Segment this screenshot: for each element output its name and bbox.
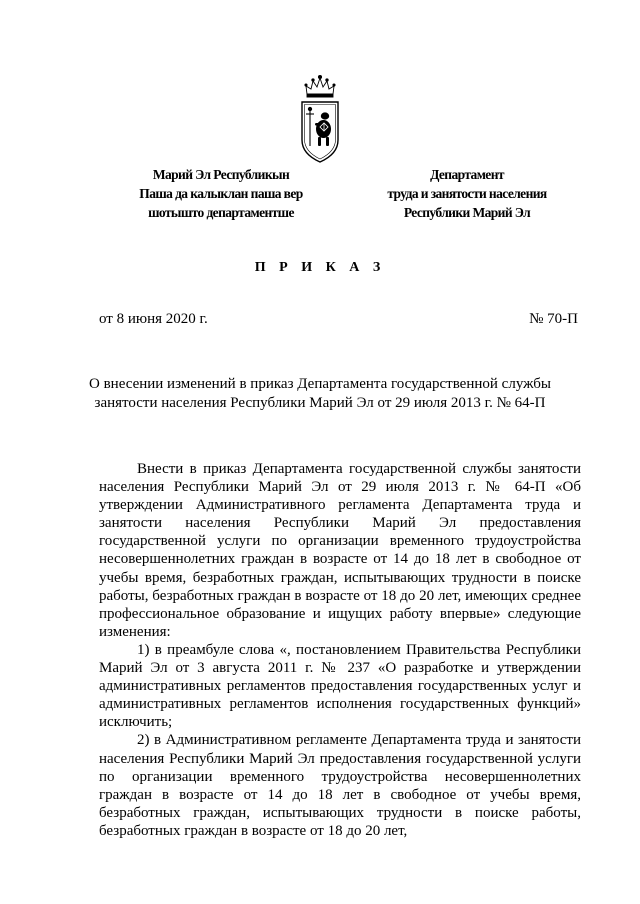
header-right-line: труда и занятости населения [387, 186, 547, 201]
document-date: от 8 июня 2020 г. [99, 311, 208, 327]
document-number: № 70-П [529, 311, 578, 327]
body-paragraph: 1) в преамбуле слова «, постановлением Правительства Республики Марий Эл от 3 августа 2011 г. № 237 «О разработке и утверждении административных регламентов предоставления государственных услуг и административных регламентов исполнения государственных функций» исключить; [99, 641, 581, 731]
document-body [99, 460, 581, 840]
header-right-line: Республики Марий Эл [403, 205, 531, 220]
header-left-line: Паша да калыклан паша вер [139, 186, 303, 201]
subject-line: О внесении изменений в приказ Департамента государственной службы [89, 376, 551, 392]
body-paragraph: Внести в приказ Департамента государственной службы занятости населения Республики Марий Эл от 29 июля 2013 г. № 64-П «Об утверждении Административного регламента Департамента труда и занятости населения Республики Марий Эл предоставления государственной услуги по организации временного трудоустройства несовершеннолетних граждан в возрасте от 14 до 18 лет в свободное от учебы время, безработных граждан, испытывающих трудности в поиске работы, безработных граждан в возрасте от 18 до 20 лет, имеющих среднее профессиональное образование и ищущих работу впервые» следующие изменения: [99, 461, 581, 640]
header-right-block [342, 165, 592, 222]
subject-line: занятости населения Республики Марий Эл от 29 июля 2013 г. № 64-П [94, 395, 546, 411]
header-left-block [96, 165, 346, 222]
document-title: П Р И К А З [254, 260, 386, 275]
header-left-line: Марий Эл Республикын [152, 167, 290, 182]
body-paragraph: 2) в Административном регламенте Департамента труда и занятости населения Республики Марий Эл предоставления государственной услуги по организации временного трудоустройства несовершеннолетних граждан в возрасте от 14 до 18 лет в свободное от учебы время, безработных граждан, испытывающих трудности в поиске работы, безработных граждан в возрасте от 18 до 20 лет, [99, 732, 581, 839]
header-left-line: шотышто департаментше [148, 205, 294, 220]
coat-of-arms-icon [298, 72, 342, 168]
document-subject [60, 375, 580, 413]
header-right-line: Департамент [430, 167, 504, 182]
